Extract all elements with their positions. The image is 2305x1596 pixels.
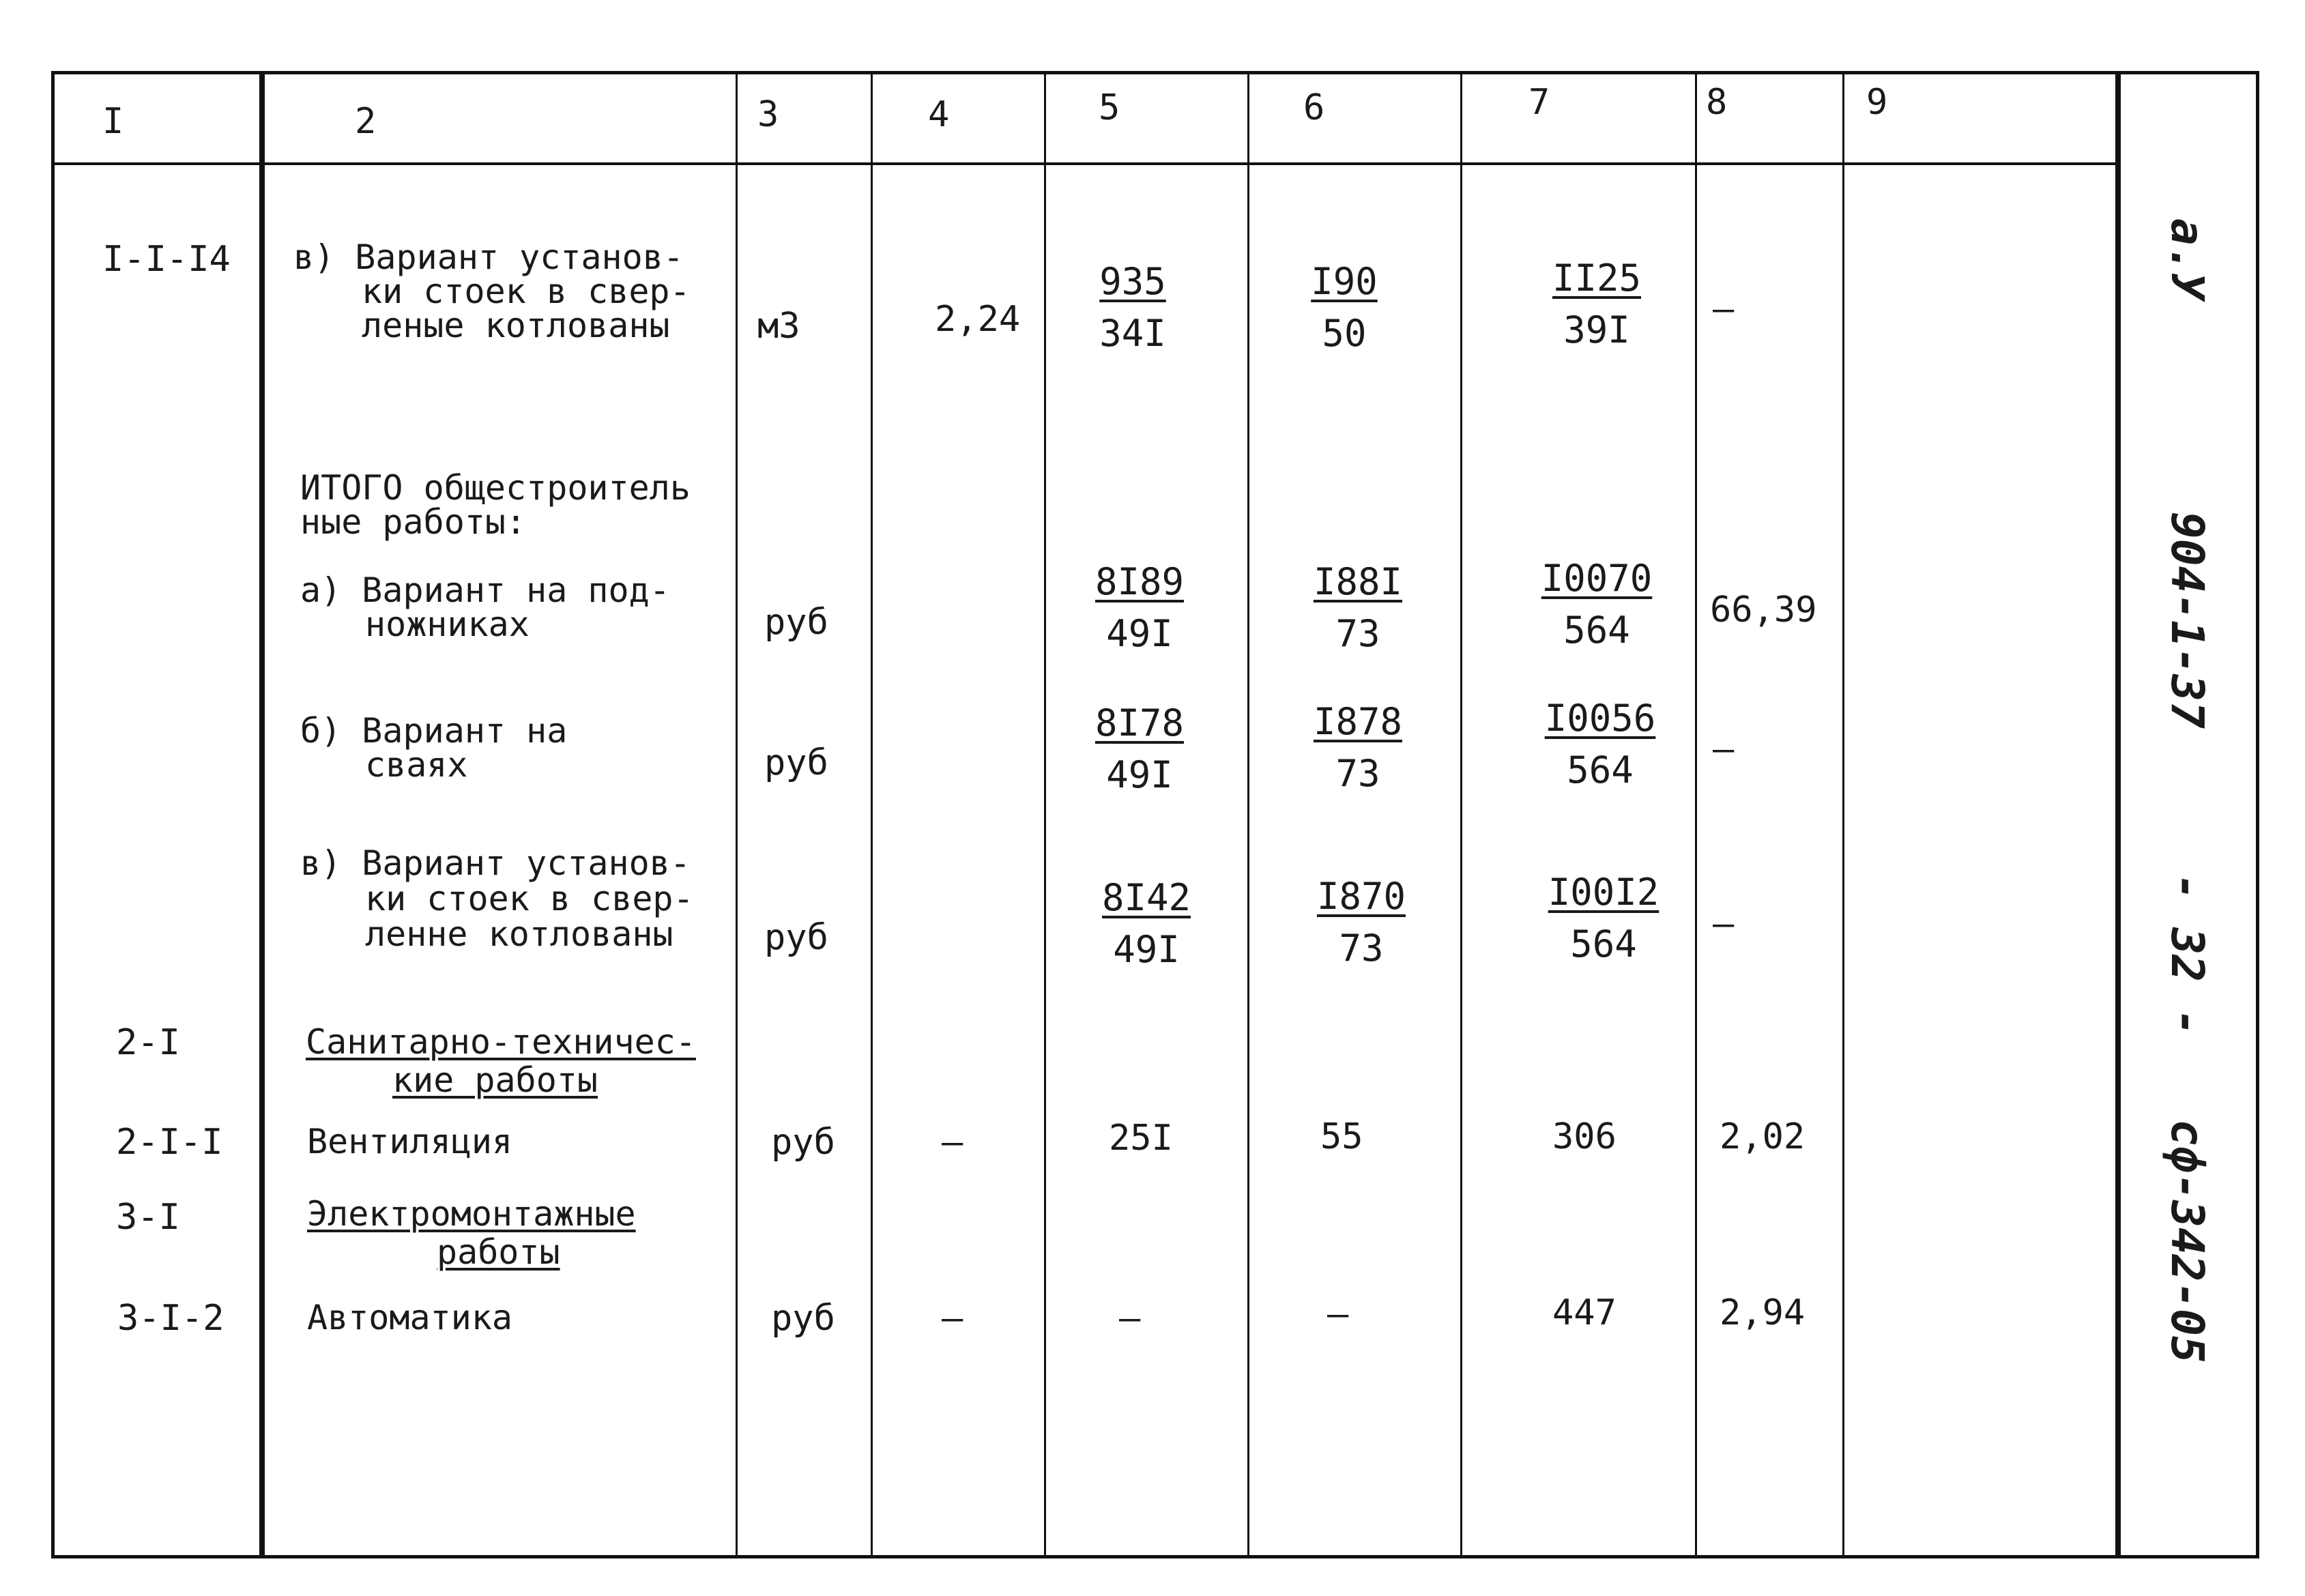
cell-fraction-c5	[1064, 697, 1215, 801]
row-unit: руб	[764, 917, 828, 958]
row-desc-line: б) Вариант на	[300, 711, 568, 751]
row-c7: 447	[1552, 1292, 1617, 1333]
fraction-top: I0070	[1541, 557, 1653, 600]
fraction-bottom: 34I	[1099, 312, 1166, 355]
row-code: I-I-I4	[102, 239, 231, 280]
fraction-bottom: 39I	[1563, 308, 1630, 351]
cell-fraction-c5	[1058, 256, 1208, 360]
col-divider-8	[1842, 74, 1844, 1558]
row-desc-line: а) Вариант на под-	[300, 570, 670, 610]
fraction-bottom: 49I	[1113, 928, 1180, 971]
fraction-top: 8I78	[1094, 701, 1185, 744]
row-qty: 2,24	[935, 299, 1021, 340]
header-col-9: 9	[1866, 82, 1888, 123]
fraction-bottom: 564	[1570, 923, 1637, 966]
side-stamp-a: a.У	[2161, 218, 2214, 300]
row-desc-line: ные работы:	[300, 502, 527, 542]
cell-fraction-c7	[1522, 553, 1672, 656]
row-desc-line: в) Вариант установ-	[293, 237, 684, 277]
row-desc-line: ИТОГО общестроитель	[300, 468, 691, 508]
section-title-line: Электромонтажные	[307, 1194, 636, 1234]
row-code: 3-I	[116, 1197, 180, 1238]
section-title-line: кие работы	[392, 1060, 598, 1100]
header-col-7: 7	[1528, 82, 1550, 123]
row-c8: –	[1713, 903, 1735, 944]
section-title-line: Санитарно-техничес-	[306, 1022, 696, 1062]
fraction-top: II25	[1552, 257, 1642, 300]
row-qty: –	[942, 1122, 963, 1163]
cell-fraction-c7	[1522, 252, 1672, 356]
row-qty: –	[942, 1298, 963, 1339]
col-divider-1	[259, 74, 265, 1558]
header-col-6: 6	[1303, 87, 1325, 128]
row-desc-line: ки стоек в свер-	[365, 879, 694, 918]
fraction-top: 935	[1099, 260, 1166, 303]
row-c8: 2,94	[1720, 1292, 1806, 1333]
fraction-top: I90	[1311, 260, 1378, 303]
fraction-top: I870	[1316, 875, 1406, 918]
row-desc-line: леные котлованы	[362, 306, 670, 345]
cell-fraction-c7	[1528, 867, 1679, 970]
fraction-bottom: 49I	[1106, 612, 1173, 655]
row-c6: 55	[1320, 1116, 1363, 1157]
col-divider-4	[1044, 74, 1046, 1558]
fraction-top: I88I	[1313, 560, 1403, 603]
side-stamp-sheet: сф-342-05	[2161, 1119, 2214, 1363]
row-desc-line: ки стоек в свер-	[362, 272, 691, 311]
fraction-top: 8I42	[1101, 876, 1191, 919]
row-c8: 66,39	[1710, 590, 1817, 630]
row-c5: 25I	[1109, 1118, 1173, 1159]
row-desc-line: ножниках	[365, 605, 530, 644]
section-title-line: работы	[437, 1232, 560, 1272]
row-unit: руб	[764, 602, 828, 643]
row-code: 2-I-I	[116, 1122, 223, 1163]
header-col-1: I	[102, 101, 124, 142]
row-c8: –	[1713, 729, 1735, 770]
fraction-top: I00I2	[1548, 871, 1659, 914]
fraction-bottom: 73	[1339, 927, 1384, 970]
cell-fraction-c5	[1071, 872, 1221, 976]
row-code: 3-I-2	[117, 1298, 224, 1339]
row-c7: 306	[1552, 1116, 1617, 1157]
row-c8: –	[1713, 289, 1735, 330]
cell-fraction-c7	[1525, 693, 1675, 796]
cell-fraction-c6	[1283, 696, 1433, 800]
col-divider-6	[1460, 74, 1462, 1558]
row-unit: руб	[771, 1122, 835, 1163]
col-divider-7	[1695, 74, 1697, 1558]
side-stamp-page: - 32 -	[2161, 873, 2214, 1036]
row-desc: Вентиляция	[307, 1122, 513, 1161]
side-stamp-code: 904-1-37	[2161, 512, 2214, 729]
header-col-4: 4	[928, 94, 950, 135]
cell-fraction-c6	[1283, 556, 1433, 660]
row-c6: –	[1327, 1294, 1349, 1335]
fraction-bottom: 73	[1335, 612, 1380, 655]
fraction-top: 8I89	[1094, 560, 1185, 603]
fraction-bottom: 564	[1563, 609, 1630, 652]
row-unit: м3	[757, 306, 800, 347]
col-divider-2	[736, 74, 738, 1558]
row-desc: Автоматика	[307, 1298, 513, 1337]
side-stamp	[2156, 218, 2218, 1378]
fraction-bottom: 49I	[1106, 753, 1173, 796]
cell-fraction-c6	[1286, 871, 1436, 974]
cell-fraction-c5	[1064, 556, 1215, 660]
cell-fraction-c6	[1269, 256, 1419, 360]
header-divider	[55, 162, 2117, 165]
fraction-bottom: 564	[1567, 749, 1634, 792]
header-col-2: 2	[355, 101, 377, 142]
col-divider-3	[871, 74, 873, 1558]
header-col-3: 3	[757, 94, 779, 135]
fraction-top: I878	[1313, 700, 1403, 743]
row-c5: –	[1119, 1298, 1141, 1339]
row-code: 2-I	[116, 1022, 180, 1063]
row-unit: руб	[771, 1298, 835, 1339]
fraction-bottom: 50	[1322, 312, 1367, 355]
row-unit: руб	[764, 742, 828, 783]
row-c8: 2,02	[1720, 1116, 1806, 1157]
row-desc-line: сваях	[365, 745, 468, 785]
col-divider-5	[1247, 74, 1249, 1558]
fraction-bottom: 73	[1335, 752, 1380, 795]
header-col-5: 5	[1099, 87, 1120, 128]
row-desc-line: ленне котлованы	[365, 914, 673, 954]
fraction-top: I0056	[1544, 697, 1656, 740]
header-col-8: 8	[1706, 82, 1728, 123]
row-desc-line: в) Вариант установ-	[300, 843, 691, 883]
